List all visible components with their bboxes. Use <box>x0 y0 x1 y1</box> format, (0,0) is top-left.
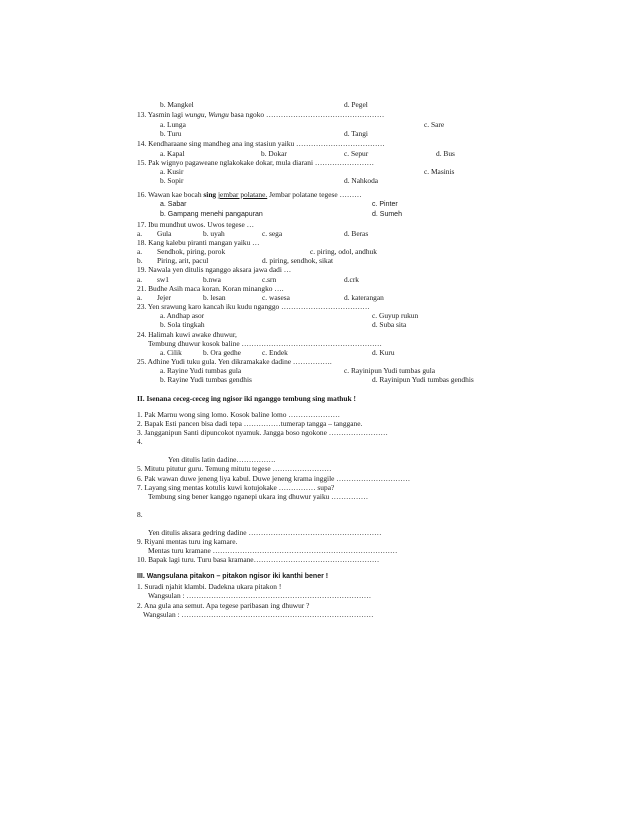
q16-stem-bold: sing <box>203 190 217 199</box>
q14-option-d: d. Bus <box>436 149 455 158</box>
essay-q1-answer: Wangsulan : ………………………………………………………………… <box>148 591 372 600</box>
q17-option-d: d. Beras <box>344 229 369 238</box>
q21-option-d: d. katerangan <box>344 293 384 302</box>
q15-option-a: a. Kusir <box>160 167 184 176</box>
q15-stem: 15. Pak wignyo pagaweane nglakokake dokar, mula diarani …………………… <box>137 158 374 167</box>
q13-option-b: b. Turu <box>160 129 182 138</box>
section-iii-heading: III. Wangsulana pitakon – pitakon ngisor iki kanthi bener ! <box>137 573 329 580</box>
q14-stem: 14. Kendharaane sing mandheg ana ing stasiun yaiku ……………………………… <box>137 139 385 148</box>
q16-stem-pre: 16. Wawan kae bocah <box>137 190 202 199</box>
q19-option-a-letter: a. <box>137 275 143 284</box>
q16-stem-underlined: jembar polatane. <box>218 190 268 199</box>
q12-option-d: d. Pegel <box>344 100 368 109</box>
q24-option-b: b. Ora gedhe <box>203 348 241 357</box>
essay-q1: 1. Suradi njahit klambi. Dadekna ukara pitakon ! <box>137 582 282 591</box>
q23-stem: 23. Yen srawung karo kancah iku kudu nganggo ……………………………… <box>137 302 370 311</box>
q25-option-b: b. Rayine Yudi tumbas gendhis <box>160 375 252 384</box>
q14-option-b: b. Dokar <box>261 149 287 158</box>
fill-q2: 2. Bapak Esti pancen bisa dadi tepa ……………tumerap tangga – tanggane. <box>137 419 363 428</box>
q18-option-b-letter: b. <box>137 256 143 265</box>
q13-stem-post: basa ngoko ………………………………………… <box>230 110 385 119</box>
q18-option-a: Sendhok, piring, porok <box>157 247 226 256</box>
q23-option-c: c. Guyup rukun <box>372 311 419 320</box>
q15-option-d: d. Nahkoda <box>344 176 379 185</box>
q13-option-a: a. Lunga <box>160 120 186 129</box>
q25-option-a: a. Rayine Yudi tumbas gula <box>160 366 242 375</box>
q13-option-c: c. Sare <box>424 120 445 129</box>
q16-option-b: b. Gampang menehi pangapuran <box>160 211 263 218</box>
q21-option-a: Jejer <box>157 293 171 302</box>
q16-option-a: a. Sabar <box>160 201 187 208</box>
fill-q9-b: Mentas turu kramane ………………………………………………………………… <box>148 546 398 555</box>
q13-stem <box>137 110 384 119</box>
q16-option-c: c. Pinter <box>372 201 398 208</box>
q17-stem: 17. Ibu mundhut uwos. Uwos tegese … <box>137 220 255 229</box>
q17-option-a-letter: a. <box>137 229 143 238</box>
q19-option-b: b.nwa <box>203 275 221 284</box>
fill-q4: 4. <box>137 437 143 446</box>
fill-q7: 7. Layang sing mentas kotulis kuwi kotujokake …………… supa? <box>137 483 335 492</box>
q19-option-a: sw1 <box>157 275 169 284</box>
q17-option-b: b. uyah <box>203 229 225 238</box>
q24-option-c: c. Endek <box>262 348 288 357</box>
q17-option-a: Gula <box>157 229 172 238</box>
q24-option-a: a. Cilik <box>160 348 182 357</box>
q23-option-a: a. Andhap asor <box>160 311 205 320</box>
q13-stem-italic: wungu, Wungu <box>184 110 229 119</box>
q14-option-a: a. Kapal <box>160 149 185 158</box>
fill-q10: 10. Bapak lagi turu. Turu basa kramane…………………………………………… <box>137 555 380 564</box>
q19-option-d: d.crk <box>344 275 359 284</box>
q17-option-c: c. sega <box>262 229 283 238</box>
q24-stem-2: Tembung dhuwur kosok baline ………………………………………………… <box>148 339 382 348</box>
essay-q2-answer: Wangsulan : …………………………………………………………………… <box>143 610 374 619</box>
fill-q8-note: Yen ditulis aksara gedring dadine ……………………………………………… <box>148 528 382 537</box>
fill-q8: 8. <box>137 510 143 519</box>
fill-q4-note: Yen ditulis latin dadine……………. <box>168 455 276 464</box>
q25-option-c: c. Rayinipun Yudi tumbas gula <box>344 366 436 375</box>
q21-option-a-letter: a. <box>137 293 143 302</box>
q21-stem: 21. Budhe Asih maca koran. Koran minangko …. <box>137 284 284 293</box>
fill-q9: 9. Riyani mentas turu ing kamare. <box>137 537 238 546</box>
q23-option-b: b. Sola tingkah <box>160 320 205 329</box>
q18-option-c: c. piring, odol, andhuk <box>310 247 377 256</box>
q19-option-c: c.srn <box>262 275 277 284</box>
q18-stem: 18. Kang kalebu piranti mangan yaiku … <box>137 238 260 247</box>
q13-stem-pre: 13. Yasmin lagi <box>137 110 183 119</box>
q19-stem: 19. Nawala yen ditulis nganggo aksara jawa dadi … <box>137 265 292 274</box>
q16-stem-post: Jembar polatane tegese ……… <box>269 190 362 199</box>
q18-option-d: d. piring, sendhok, sikat <box>262 256 334 265</box>
q15-option-c: c. Masinis <box>424 167 455 176</box>
q24-option-d: d. Kuru <box>372 348 395 357</box>
q12-option-b: b. Mangkel <box>160 100 194 109</box>
fill-q3: 3. Jangganipun Santi dipuncokot nyamuk. Jangga boso ngokone …………………… <box>137 428 388 437</box>
q18-option-a-letter: a. <box>137 247 143 256</box>
fill-q7-b: Tembung sing bener kanggo nganepi ukara ing dhuwur yaiku …………… <box>148 492 369 501</box>
q25-stem: 25. Adhine Yudi tuku gula. Yen dikramakake dadine ……………. <box>137 357 332 366</box>
q13-option-d: d. Tangi <box>344 129 368 138</box>
q14-option-c: c. Sepur <box>344 149 369 158</box>
fill-q6: 6. Pak wawan duwe jeneng liya kabul. Duwe jeneng krama inggile ………………………… <box>137 474 411 483</box>
essay-q2: 2. Ana gula ana semut. Apa tegese paribasan ing dhuwur ? <box>137 601 310 610</box>
section-ii-heading: II. Isenana ceceg-ceceg ing ngisor iki nganggo tembung sing mathuk ! <box>137 394 356 403</box>
q16-stem <box>137 190 362 199</box>
fill-q1: 1. Pak Marnu wong sing lomo. Kosok baline lomo ………………… <box>137 410 341 419</box>
q23-option-d: d. Suba sita <box>372 320 407 329</box>
q25-option-d: d. Rayinipun Yudi tumbas gendhis <box>372 375 474 384</box>
q21-option-b: b. lesan <box>203 293 226 302</box>
q18-option-b: Piring, arit, pacul <box>157 256 209 265</box>
q21-option-c: c. wasesa <box>262 293 290 302</box>
fill-q5: 5. Mitutu pitutur guru. Temung mitutu tegese …………………… <box>137 464 332 473</box>
q16-option-d: d. Sumeh <box>372 211 402 218</box>
q24-stem: 24. Halimah kuwi awake dhuwur, <box>137 330 237 339</box>
q15-option-b: b. Sopir <box>160 176 184 185</box>
